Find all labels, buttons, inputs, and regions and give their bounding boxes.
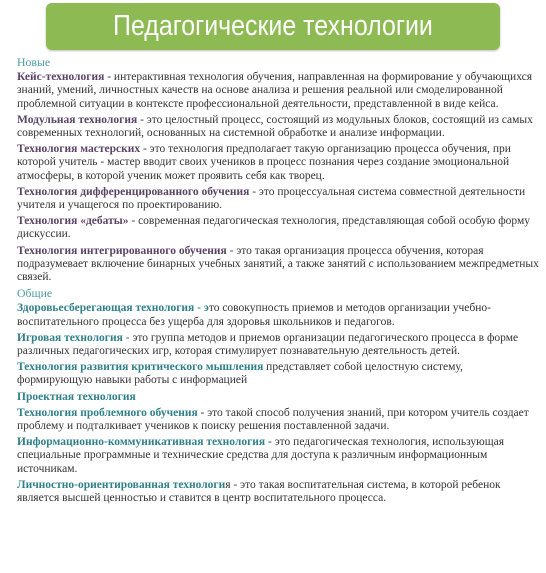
- page-title: Педагогические технологии: [113, 10, 433, 42]
- description: представляет собой целостную систему, формирующую навыки работы с информацией: [17, 361, 463, 387]
- description: интерактивная технология обучения, направленная на формирование у обучающихся знаний, умений, личностных качеств на основе анализа и решения реальной или смоделированной проблемной ситуации в контексте профессиональной деятельности, представленной в виде кейса.: [17, 71, 533, 110]
- document-body: [17, 56, 541, 508]
- list-item: [17, 114, 541, 140]
- term: Личностно-ориентированная технологи: [17, 478, 226, 491]
- description: - это процессуальная система совместной деятельности учителя и учащегося по проектированию.: [17, 185, 526, 212]
- term: Технология развития критического мышления: [17, 361, 264, 374]
- list-item: [17, 479, 541, 505]
- term: Технология интегрированного обучения -: [17, 244, 234, 257]
- description: современная педагогическая технология, представляющая собой особую форму дискуссии.: [17, 215, 531, 241]
- description: это группа методов и приемов организации педагогического процесса в форме различных педагогических игр, которая стимулирует познавательную деятельность детей.: [17, 331, 519, 358]
- list-item: [17, 215, 541, 241]
- description: - это такой способ получения знаний, при котором учитель создает проблему и подталкивает учеников к поиску решения поставленной задачи.: [17, 406, 529, 433]
- description: - это целостный процесс, состоящий из модульных блоков, состоящий из самых современных технологий, основанных на системной обработке и анализе информации.: [17, 113, 533, 140]
- term: Информационно-коммуникативная технология: [17, 436, 266, 449]
- list-item: [17, 391, 541, 404]
- description: - это технология предполагает такую организацию процесса обучения, при которой учитель - мастер вводит своих учеников в процесс познания через создание эмоциональной атмосферы, в которой ученик может проявить себя как творец.: [17, 143, 511, 182]
- term: Технология «дебаты» -: [17, 215, 136, 228]
- term: Кейс-технология -: [17, 71, 112, 84]
- description: то совокупность приемов и методов организации учебно-воспитательного процесса без ущерба для здоровья школьников и педагогов.: [17, 302, 491, 328]
- description: это такая организация процесса обучения, которая подразумевает включение бинарных учебных занятий, а также занятий с использованием межпредметных связей.: [17, 244, 539, 284]
- list-item: [17, 332, 541, 358]
- list-item: [17, 361, 541, 387]
- description: - это педагогическая технология, использующая специальные программные и технические средства для доступа к различным информационным источникам.: [17, 436, 505, 475]
- section-label-new: Новые: [17, 55, 51, 69]
- list-item: [17, 71, 541, 111]
- term: Модульная технология: [17, 113, 138, 126]
- list-item: [17, 302, 541, 328]
- term: Технология дифференцированного обучения: [17, 185, 250, 198]
- description: я - это такая воспитательная система, в которой ребенок является высшей ценностью и ставится в центр воспитательного процесса.: [17, 478, 501, 505]
- term: Здоровьесберегающая технология - э: [17, 302, 209, 315]
- term: Технология проблемного обучения: [17, 406, 198, 419]
- term: Проектная технология: [17, 390, 136, 403]
- list-item: [17, 143, 541, 183]
- common-technologies-list: [17, 302, 541, 505]
- title-banner: [46, 3, 500, 50]
- term: Технология мастерских: [17, 143, 141, 156]
- list-item: [17, 407, 541, 433]
- list-item: [17, 436, 541, 476]
- term: Игровая технология -: [17, 331, 130, 344]
- section-label-common: Общие: [17, 286, 53, 301]
- list-item: [17, 245, 541, 285]
- new-technologies-list: [17, 71, 541, 284]
- list-item: [17, 186, 541, 212]
